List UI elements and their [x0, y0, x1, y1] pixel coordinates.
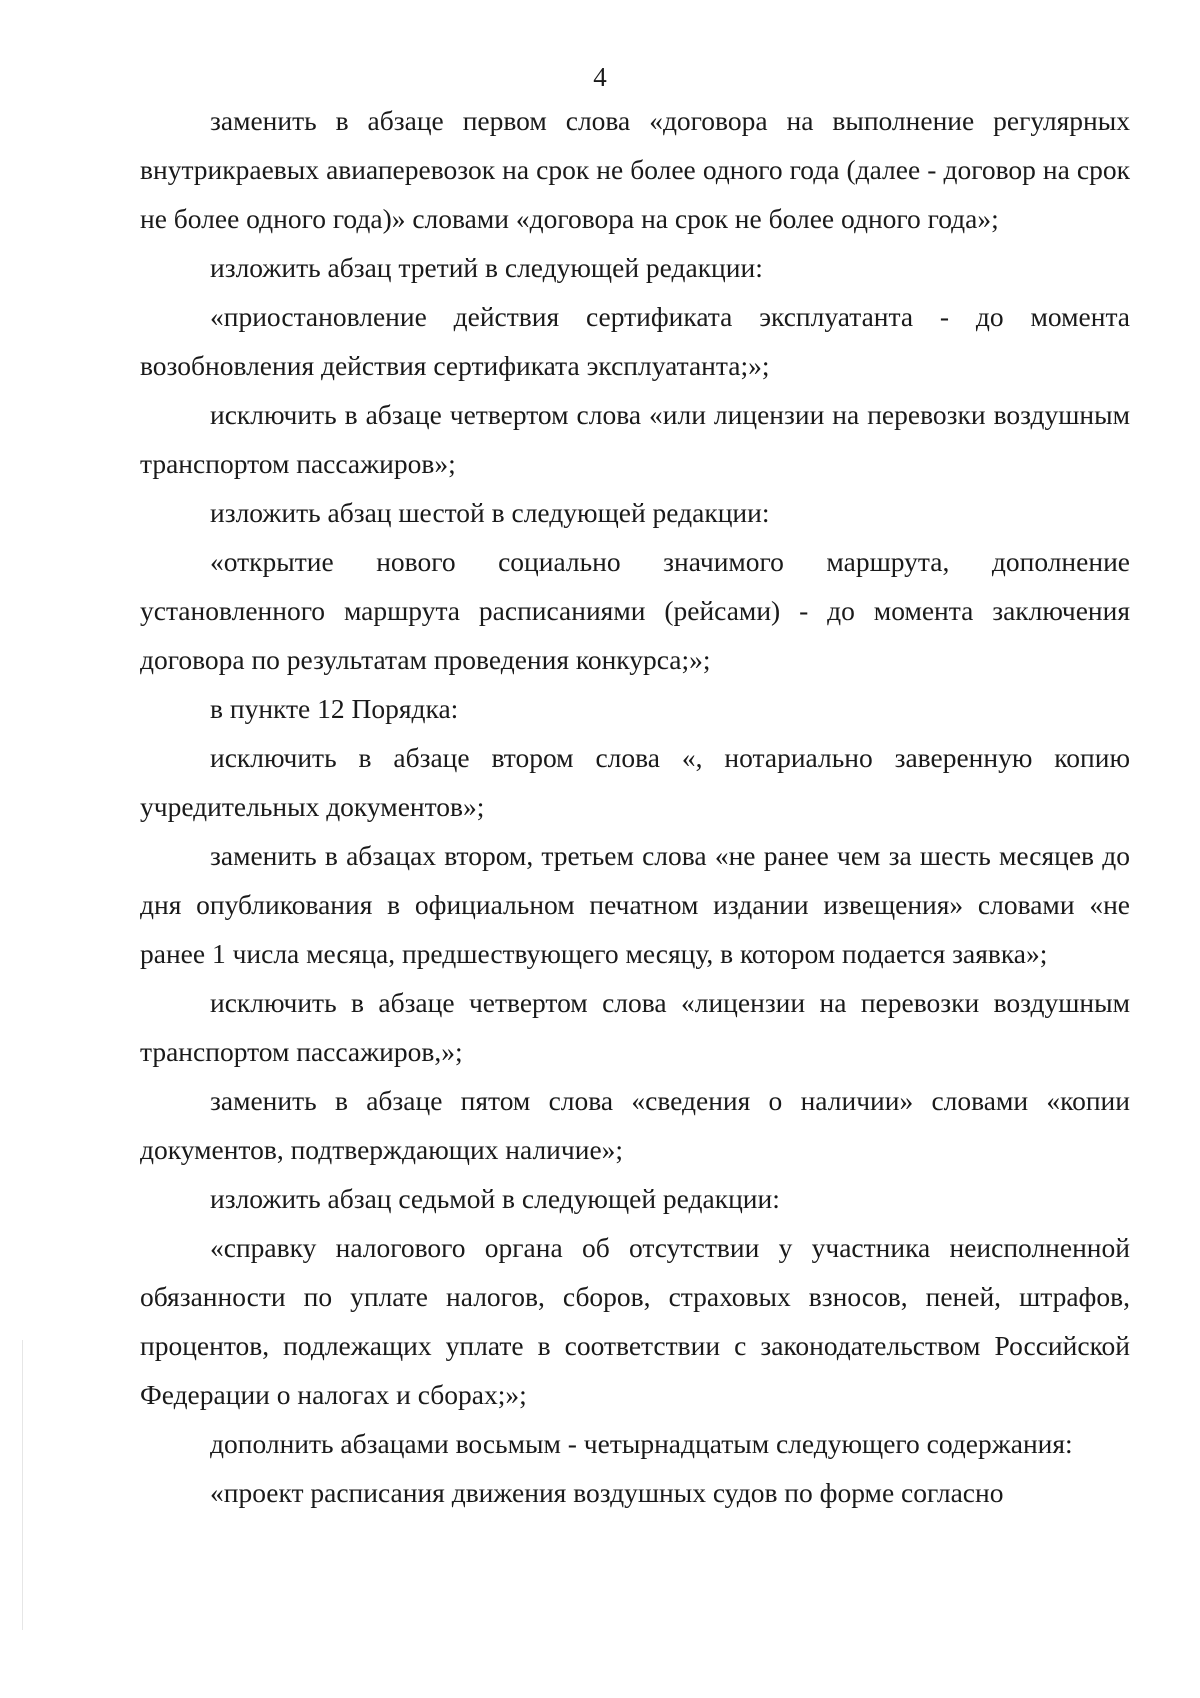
paragraph: изложить абзац шестой в следующей редакции:	[210, 497, 770, 528]
paragraph: дополнить абзацами восьмым - четырнадцатым следующего содержания:	[210, 1428, 1073, 1459]
paragraph: «приостановление действия сертификата эксплуатанта - до момента возобновления действия сертификата эксплуатанта;»;	[140, 301, 1130, 381]
paragraph: в пункте 12 Порядка:	[210, 693, 459, 724]
paragraph: изложить абзац седьмой в следующей редакции:	[210, 1183, 780, 1214]
paragraph: «проект расписания движения воздушных судов по форме согласно	[210, 1477, 1004, 1508]
scan-margin-line	[22, 1340, 23, 1630]
paragraph: заменить в абзацах втором, третьем слова «не ранее чем за шесть месяцев до дня опубликования в официальном печатном издании извещения» словами «не ранее 1 числа месяца, предшествующего месяцу, в котором подается заявка»;	[140, 840, 1130, 969]
paragraph: исключить в абзаце четвертом слова «или лицензии на перевозки воздушным транспортом пассажиров»;	[140, 399, 1130, 479]
paragraph: заменить в абзаце пятом слова «сведения о наличии» словами «копии документов, подтверждающих наличие»;	[140, 1085, 1130, 1165]
page-number: 4	[593, 62, 607, 92]
paragraph: заменить в абзаце первом слова «договора на выполнение регулярных внутрикраевых авиаперевозок на срок не более одного года (далее - договор на срок не более одного года)» словами «договора на срок не более одного года»;	[140, 105, 1130, 234]
paragraph: исключить в абзаце втором слова «, нотариально заверенную копию учредительных документов»;	[140, 742, 1130, 822]
document-body	[140, 96, 1130, 1517]
paragraph: исключить в абзаце четвертом слова «лицензии на перевозки воздушным транспортом пассажиров,»;	[140, 987, 1130, 1067]
paragraph: изложить абзац третий в следующей редакции:	[210, 252, 763, 283]
paragraph: «открытие нового социально значимого маршрута, дополнение установленного маршрута расписаниями (рейсами) - до момента заключения договора по результатам проведения конкурса;»;	[140, 546, 1130, 675]
paragraph: «справку налогового органа об отсутствии у участника неисполненной обязанности по уплате налогов, сборов, страховых взносов, пеней, штрафов, процентов, подлежащих уплате в соответствии с законодательством Российской Федерации о налогах и сборах;»;	[140, 1232, 1130, 1410]
